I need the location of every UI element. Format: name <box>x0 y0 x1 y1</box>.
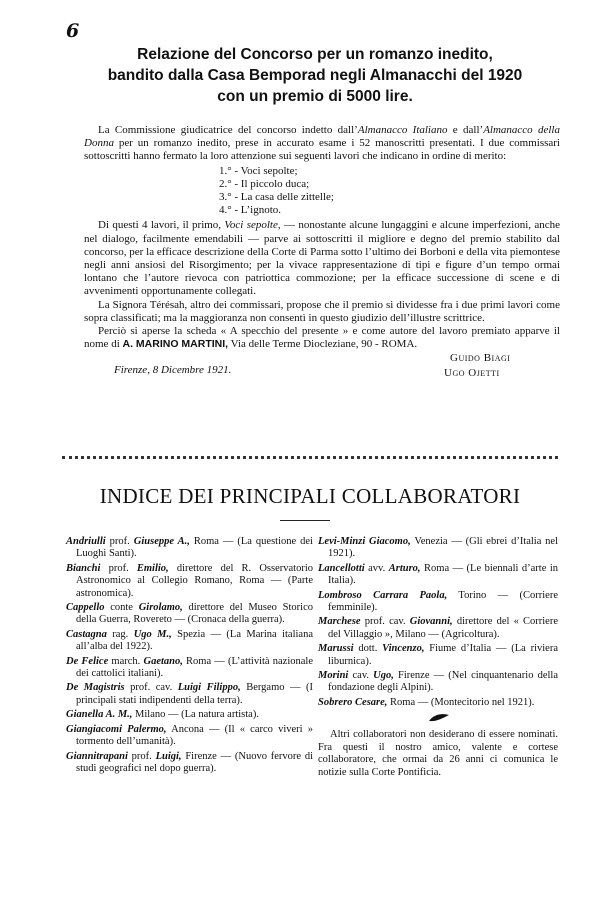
contributor-name: Andriulli <box>66 536 106 547</box>
text: rag. <box>106 628 134 640</box>
contributor-name: Bianchi <box>66 562 101 574</box>
contributors-left-column <box>66 536 313 777</box>
list-item <box>318 616 558 641</box>
signatures <box>84 352 560 384</box>
text: Ancona — (Il « carco viveri » tormento dell’umanità). <box>76 723 313 748</box>
contributor-first-name: Ugo M., <box>133 628 172 640</box>
text: dott. <box>353 643 383 655</box>
contributor-first-name: Luigi, <box>155 750 182 762</box>
text: Torino — (Corriere femminile). <box>328 589 558 614</box>
contributor-name: Castagna <box>66 628 107 640</box>
contributor-first-name: Arturo, <box>388 562 421 574</box>
text: e dall’ <box>447 124 484 136</box>
text: Milano — (La natura artista). <box>132 709 259 721</box>
title-line-3: con un premio di 5000 lire. <box>217 88 413 105</box>
text: Venezia — (Gli ebrei d’Italia nel 1921). <box>328 536 558 560</box>
novel-title: Voci sepolte, <box>224 219 281 232</box>
text: Fiume d’Italia — (La riviera liburnica). <box>328 643 558 667</box>
text: prof. <box>105 536 134 547</box>
list-item <box>318 697 558 709</box>
contributor-first-name: Ugo, <box>373 670 394 682</box>
list-item <box>66 709 313 721</box>
contributor-first-name: Giuseppe A., <box>133 536 190 547</box>
list-item <box>66 629 313 654</box>
contributor-name: Levi-Minzi Giacomo, <box>318 536 411 547</box>
ranking-item: 3.° - La casa delle zittelle; <box>219 191 334 204</box>
text: Firenze — (Nel cinquantenario della fondazione degli Alpini). <box>328 670 559 694</box>
ranking-item: 2.° - Il piccolo duca; <box>219 177 310 190</box>
index-title: INDICE DEI PRINCIPALI COLLABORATORI <box>99 484 521 508</box>
contributor-first-name: Girolamo, <box>138 602 183 614</box>
signer-ojetti: Ugo Ojetti <box>444 367 500 380</box>
contributor-name: Cappello <box>66 602 105 614</box>
text: — nonostante alcune lungaggini e alcune imperfezioni, anche nel dialogo, facilmente emendabili — parve ai sottoscritti il migliore e degno del premio stabilito dal concorso, per la efficace descrizione della Corte di Parma sotto l’ultimo dei Borboni e della vita piemontese negli anni ansiosi del Risorgimento; per la vivace rappresentazione di tipi e figure d’un tempo ormai lontano che l’autore rievoca con patriottica commozione; per la efficace successione di scene e di avvenimenti opportunamente collegati. <box>84 219 561 298</box>
paragraph-dissent: La Signora Térésah, altro dei commissari, propose che il premio si dividesse fra i due primi lavori come sopra classificati; ma la maggioranza non consentì in questo giudizio dell’illustre scrittrice. <box>84 298 560 324</box>
text: direttore del R. Osservatorio Astronomico al Collegio Romano, Roma — (Parte astronomica). <box>76 562 313 599</box>
text: conte <box>104 602 139 614</box>
contributor-name: Morini <box>318 670 349 682</box>
text: direttore del « Corriere del Villaggio », Milano — (Agricoltura). <box>328 616 558 640</box>
other-contributors-note: Altri collaboratori non desiderano di essere nominati. Fra questi il nostro amico, valente e cortese collaboratore, che ormai da 26 anni ci comunica le notizie sulla Corte Pontificia. <box>318 729 558 778</box>
paragraph-commission <box>84 124 560 164</box>
list-item <box>66 682 313 707</box>
list-item <box>66 724 313 749</box>
contributor-first-name: Vincenzo, <box>382 643 425 655</box>
contributor-name: Lombroso Carrara Paola, <box>318 589 448 601</box>
title-line-2: bandito dalla Casa Bemporad negli Almanacchi del 1920 <box>107 67 523 84</box>
ranking-item: 1.° - Voci sepolte; <box>219 164 298 177</box>
paragraph-result <box>84 325 560 351</box>
text: prof. cav. <box>124 682 178 694</box>
page-number: 6 <box>66 20 80 42</box>
ranking-list <box>219 165 560 218</box>
contributor-first-name: Luigi Filippo, <box>177 682 241 694</box>
contributor-name: Giangiacomi Palermo, <box>66 723 167 735</box>
report-body <box>84 124 560 384</box>
contributor-first-name: Emilio, <box>136 562 169 574</box>
section-divider <box>62 456 558 459</box>
author-name: A. MARINO MARTINI, <box>122 338 229 351</box>
contributor-name: Lancellotti <box>318 562 365 574</box>
list-item <box>66 751 313 776</box>
list-item <box>66 536 313 561</box>
contributor-first-name: Gaetano, <box>143 655 183 667</box>
contributors-right-column <box>318 536 558 779</box>
text: cav. <box>348 670 374 682</box>
text: per un romanzo inedito, prese in accurato esame i 52 manoscritti presentati. I due commissari sottoscritti hanno fermato la loro attenzione sui seguenti lavori che indicano in ordine di merito: <box>84 137 560 163</box>
contributor-name: Marchese <box>318 616 361 628</box>
contributor-name: Marussi <box>318 643 354 655</box>
text: march. <box>108 655 144 667</box>
list-item <box>318 670 558 695</box>
text: prof. <box>100 562 137 574</box>
text: Di questi 4 lavori, il primo, <box>98 219 225 232</box>
magazine-title: Almanacco Italiano <box>357 124 448 136</box>
contributor-name: De Felice <box>66 655 109 667</box>
text: Spezia — (La Marina italiana all’alba del 1922). <box>76 628 313 653</box>
text: Bergamo — (I principali stati indipendenti della terra). <box>76 682 313 706</box>
text: Via delle Terme Diocleziane, 90 - ROMA. <box>228 338 418 351</box>
ranking-item: 4.° - L’ignoto. <box>219 204 282 217</box>
contributor-name: Gianella A. M., <box>66 709 133 721</box>
fleuron-ornament-icon <box>428 713 450 723</box>
text: prof. <box>127 750 156 762</box>
contributor-name: De Magistris <box>66 682 125 694</box>
contributor-first-name: Giovanni, <box>409 616 453 628</box>
title-line-1: Relazione del Concorso per un romanzo inedito, <box>137 46 493 63</box>
signer-biagi: Guido Biagi <box>450 352 511 365</box>
list-item <box>66 656 313 681</box>
paragraph-winner <box>84 219 560 298</box>
text: Perciò si aperse la scheda « A specchio del presente » e come autore del lavoro premiato apparve il nome di <box>84 325 560 351</box>
list-item <box>66 563 313 600</box>
list-item <box>66 602 313 627</box>
contributor-name: Giannitrapani <box>66 750 128 762</box>
contributor-name: Sobrero Cesare, <box>318 696 388 708</box>
text: La Commissione giudicatrice del concorso indetto dall’ <box>98 124 358 136</box>
text: Roma — (La questione dei Luoghi Santi). <box>76 536 313 560</box>
text: prof. cav. <box>360 616 410 628</box>
text: Firenze — (Nuovo fervore di studi geografici nel dopo guerra). <box>76 750 314 774</box>
list-item <box>318 590 558 615</box>
text: Roma — (L’attività nazionale dei cattolici italiani). <box>76 655 313 680</box>
list-item <box>318 643 558 668</box>
text: Roma — (Le biennali d’arte in Italia). <box>328 562 559 587</box>
list-item <box>318 536 558 561</box>
magazine-title: Almanacco della Donna <box>84 124 560 150</box>
text: direttore del Museo Storico della Guerra, Rovereto — (Cronaca della guerra). <box>76 602 313 626</box>
list-item <box>318 563 558 588</box>
report-date: Firenze, 8 Dicembre 1921. <box>114 364 232 377</box>
report-title <box>70 44 560 107</box>
text: avv. <box>364 562 389 574</box>
text: Roma — (Montecitorio nel 1921). <box>387 696 535 708</box>
title-rule <box>280 520 330 521</box>
